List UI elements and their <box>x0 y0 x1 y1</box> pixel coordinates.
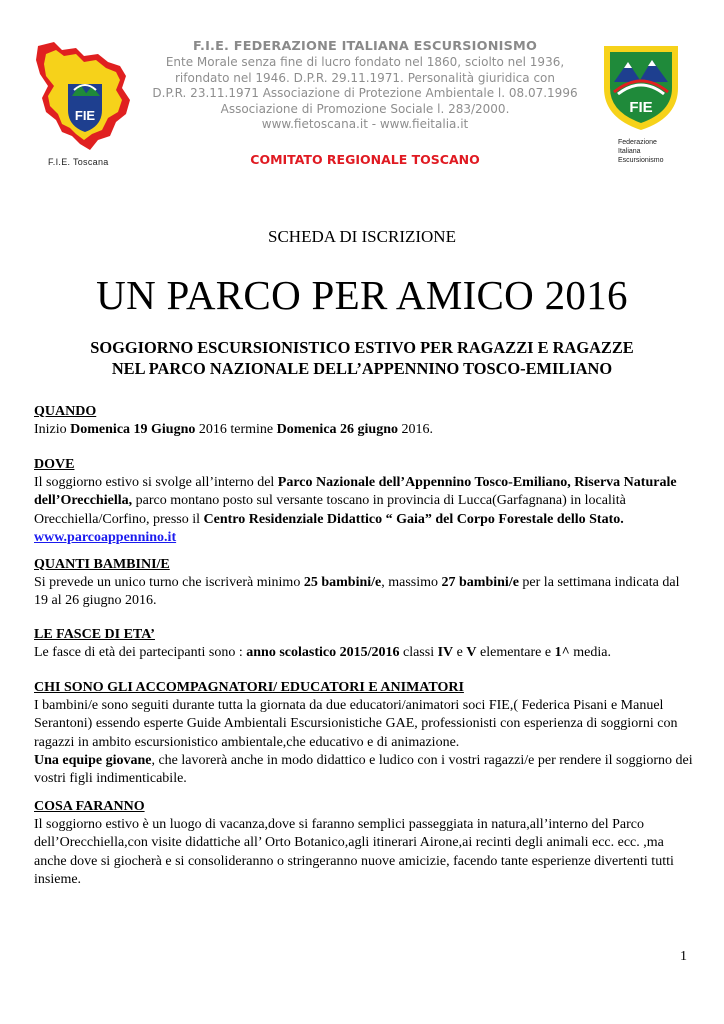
section-heading: QUANDO <box>34 404 97 419</box>
org-line: rifondato nel 1946. D.P.R. 29.11.1971. Personalità giuridica con <box>175 70 555 85</box>
subtitle <box>0 337 724 379</box>
organization-header <box>140 38 590 133</box>
org-title: F.I.E. FEDERAZIONE ITALIANA ESCURSIONISMO <box>192 39 538 54</box>
fie-national-logo <box>600 42 682 132</box>
section-text: Una equipe giovane, che lavorerà anche in modo didattico e ludico con i vostri ragazzi/e per rendere il soggiorno dei vostri figli indimenticabile. <box>34 752 693 787</box>
section-text: I bambini/e sono seguiti durante tutta la giornata da due educatori/animatori soci FIE,( Federica Pisani e Manuel Serantoni) essendo esperte Guide Ambientali Escursionistiche GAE, professionisti con esperienza di soggiorni con ragazzi in ambito escursionistico ambientale,che educativo e di animazione. <box>34 698 678 750</box>
section-quando <box>34 403 694 439</box>
section-cosa-faranno <box>34 798 694 889</box>
section-text: Si prevede un unico turno che iscriverà minimo 25 bambini/e, massimo 27 bambini/e per la settimana indicata dal 19 al 26 giugno 2016. <box>34 575 680 609</box>
caption-line: Escursionismo <box>618 157 664 164</box>
subtitle-line: SOGGIORNO ESCURSIONISTICO ESTIVO PER RAGAZZI E RAGAZZE <box>90 338 634 357</box>
section-accompagnatori <box>34 679 694 788</box>
org-line: D.P.R. 23.11.1971 Associazione di Protezione Ambientale l. 08.07.1996 <box>152 86 578 101</box>
page-number: 1 <box>680 949 687 964</box>
section-fasce-eta <box>34 626 694 662</box>
section-text: Il soggiorno estivo si svolge all’interno del Parco Nazionale dell’Appennino Tosco-Emiliano, Riserva Naturale dell’Orecchiella, parco montano posto sul versante toscano in provincia di Lucca(Garfagnana) in località Orecchiella/Corfino, presso il Centro Residenziale Didattico “ Gaia” del Corpo Forestale dello Stato. www.parcoappennino.it <box>34 475 677 545</box>
section-text: Inizio Domenica 19 Giugno 2016 termine Domenica 26 giugno 2016. <box>34 422 433 438</box>
org-line: Ente Morale senza fine di lucro fondato nel 1860, sciolto nel 1936, <box>165 55 565 69</box>
section-heading: LE FASCE DI ETA’ <box>34 627 155 642</box>
org-line: Associazione di Promozione Sociale l. 283/2000. <box>220 101 510 116</box>
park-website-link[interactable]: www.parcoappennino.it <box>34 529 177 545</box>
right-logo-text: FIE <box>629 99 653 116</box>
fie-toscana-logo <box>32 40 134 152</box>
section-heading: COSA FARANNO <box>34 799 145 814</box>
section-heading: CHI SONO GLI ACCOMPAGNATORI/ EDUCATORI E ANIMATORI <box>34 680 464 695</box>
subtitle-line: NEL PARCO NAZIONALE DELL’APPENNINO TOSCO-EMILIANO <box>111 359 613 378</box>
section-text: Il soggiorno estivo è un luogo di vacanza,dove si faranno semplici passeggiata in natura,all’interno del Parco dell’Orecchiella,con visite didattiche all’ Orto Botanico,agli itinerari Airone,ai recinti degli animali ecc. ecc. ,ma anche dove si giocherà e si consolideranno o stringeranno nuove amicizie, facendo tante esperienze divertenti tutti insieme. <box>34 817 674 887</box>
form-title: SCHEDA DI ISCRIZIONE <box>268 227 456 246</box>
committee-title: COMITATO REGIONALE TOSCANO <box>250 152 480 167</box>
section-heading: DOVE <box>34 457 75 472</box>
right-logo-caption <box>618 138 708 165</box>
left-logo-text: FIE <box>74 108 96 123</box>
section-heading: QUANTI BAMBINI/E <box>34 557 170 572</box>
main-title: UN PARCO PER AMICO 2016 <box>96 272 628 318</box>
caption-line: Italiana <box>618 148 641 155</box>
section-quanti-bambini <box>34 556 694 611</box>
left-logo-caption: F.I.E. Toscana <box>48 157 109 167</box>
section-dove <box>34 456 694 547</box>
caption-line: Federazione <box>618 139 657 146</box>
org-websites[interactable]: www.fietoscana.it - www.fieitalia.it <box>261 117 469 132</box>
section-text: Le fasce di età dei partecipanti sono : anno scolastico 2015/2016 classi IV e V elementare e 1^ media. <box>34 645 611 661</box>
